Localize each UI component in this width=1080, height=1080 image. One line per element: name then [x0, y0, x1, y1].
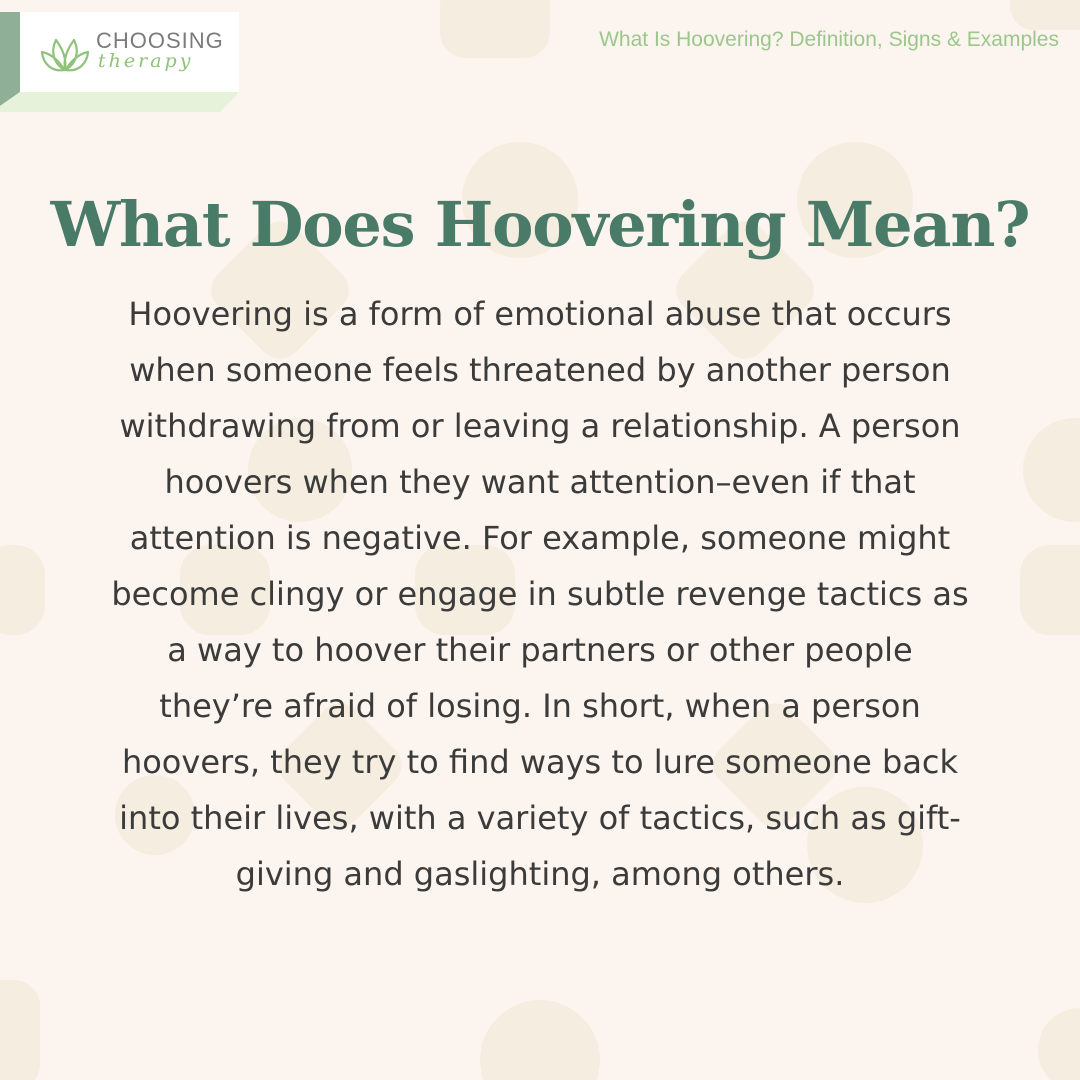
header-tagline: What Is Hoovering? Definition, Signs & Examples — [599, 28, 1059, 51]
page-title: What Does Hoovering Mean? — [50, 188, 1030, 261]
logo-wordmark: CHOOSING — [96, 28, 224, 53]
definition-paragraph: Hoovering is a form of emotional abuse that occurs when someone feels threatened by another person withdrawing from or leaving a relationship. A person hoovers when they want attention–even if that attention is negative. For example, someone might become clingy or engage in subtle revenge tactics as a way to hoover their partners or other people they’re afraid of losing. In short, when a person hoovers, they try to find ways to lure someone back into their lives, with a variety of tactics, such as gift-giving and gaslighting, among others. — [111, 295, 969, 893]
brand-logo[interactable] — [0, 0, 240, 112]
logo-script-text: therapy — [98, 50, 194, 72]
lotus-leaf-icon — [40, 30, 90, 74]
